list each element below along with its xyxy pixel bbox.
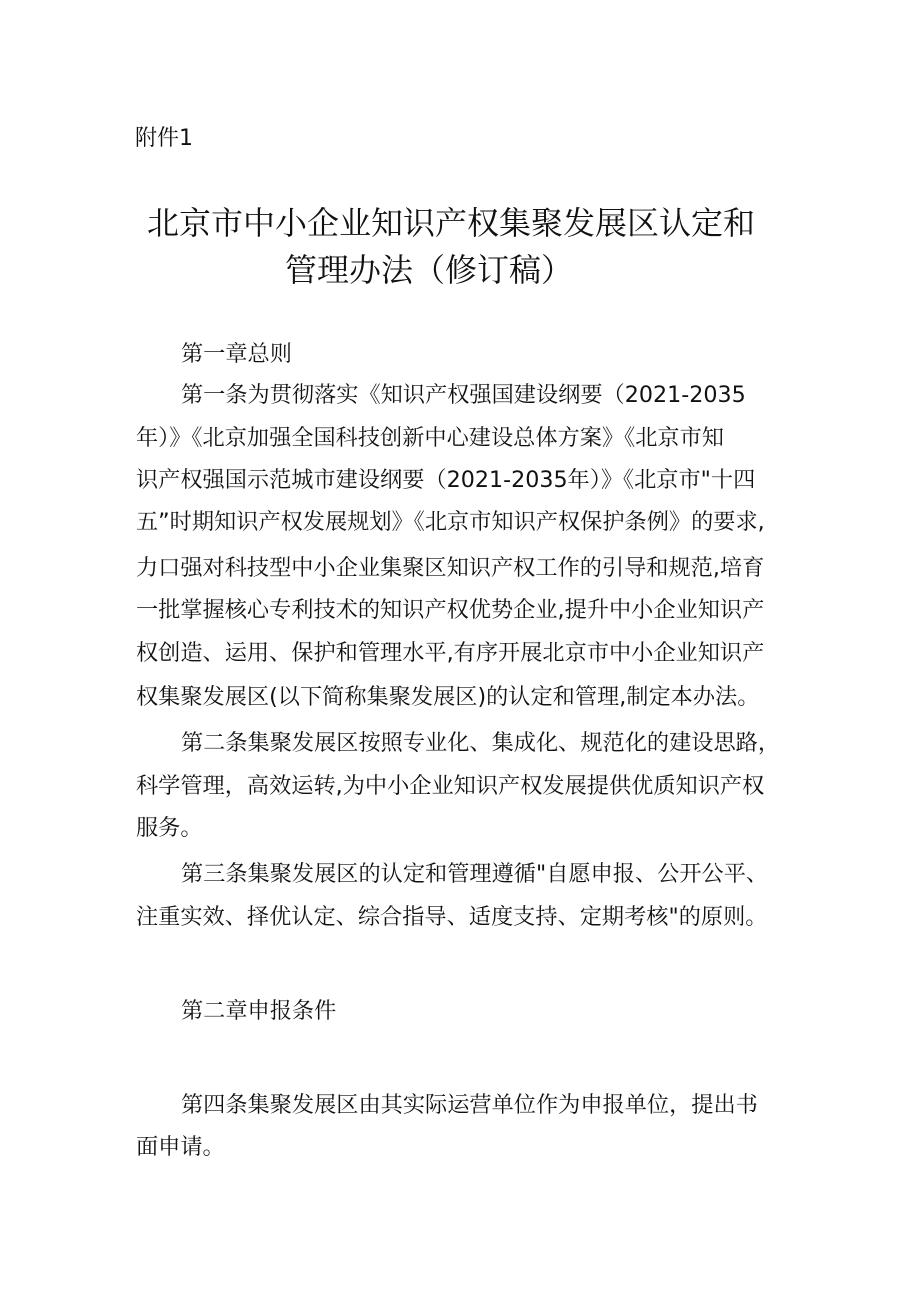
article-1-line: 五”时期知识产权发展规划》《北京市知识产权保护条例》的要求, xyxy=(136,509,765,535)
article-4-line: 第四条集聚发展区由其实际运营单位作为申报单位，提出书 xyxy=(181,1092,758,1118)
article-2-line: 第二条集聚发展区按照专业化、集成化、规范化的建设思路， xyxy=(181,730,781,756)
document-title-line-1: 北京市中小企业知识产权集聚发展区认定和 xyxy=(147,204,756,242)
chapter-1-heading: 第一章总则 xyxy=(181,341,292,367)
chapter-2-heading: 第二章申报条件 xyxy=(181,998,337,1024)
article-1-line: 一批掌握核心专利技术的知识产权优势企业,提升中小企业知识产 xyxy=(136,597,765,623)
article-4-line: 面申请。 xyxy=(136,1134,225,1160)
attachment-label: 附件1 xyxy=(135,126,193,151)
article-1-line: 权集聚发展区(以下简称集聚发展区)的认定和管理,制定本办法。 xyxy=(136,684,760,710)
article-3-line: 注重实效、择优认定、综合指导、适度支持、定期考核"的原则。 xyxy=(136,904,768,930)
article-1-line: 第一条为贯彻落实《知识产权强国建设纲要（2021-2035 xyxy=(181,382,746,408)
article-2-line: 科学管理，高效运转,为中小企业知识产权发展提供优质知识产权 xyxy=(136,773,765,799)
document-title-line-2: 管理办法（修订稿） xyxy=(285,251,574,289)
article-3-line: 第三条集聚发展区的认定和管理遵循"自愿申报、公开公平、 xyxy=(181,861,769,887)
article-1-line: 权创造、运用、保护和管理水平,有序开展北京市中小企业知识产 xyxy=(136,640,765,666)
article-1-line: 识产权强国示范城市建设纲要（2021-2035年）》《北京市"十四 xyxy=(136,467,756,493)
article-2-line: 服务。 xyxy=(136,815,203,841)
article-1-line: 力口强对科技型中小企业集聚区知识产权工作的引导和规范,培育 xyxy=(136,555,765,581)
article-1-line: 年）》《北京加强全国科技创新中心建设总体方案》《北京市知 xyxy=(136,425,724,451)
